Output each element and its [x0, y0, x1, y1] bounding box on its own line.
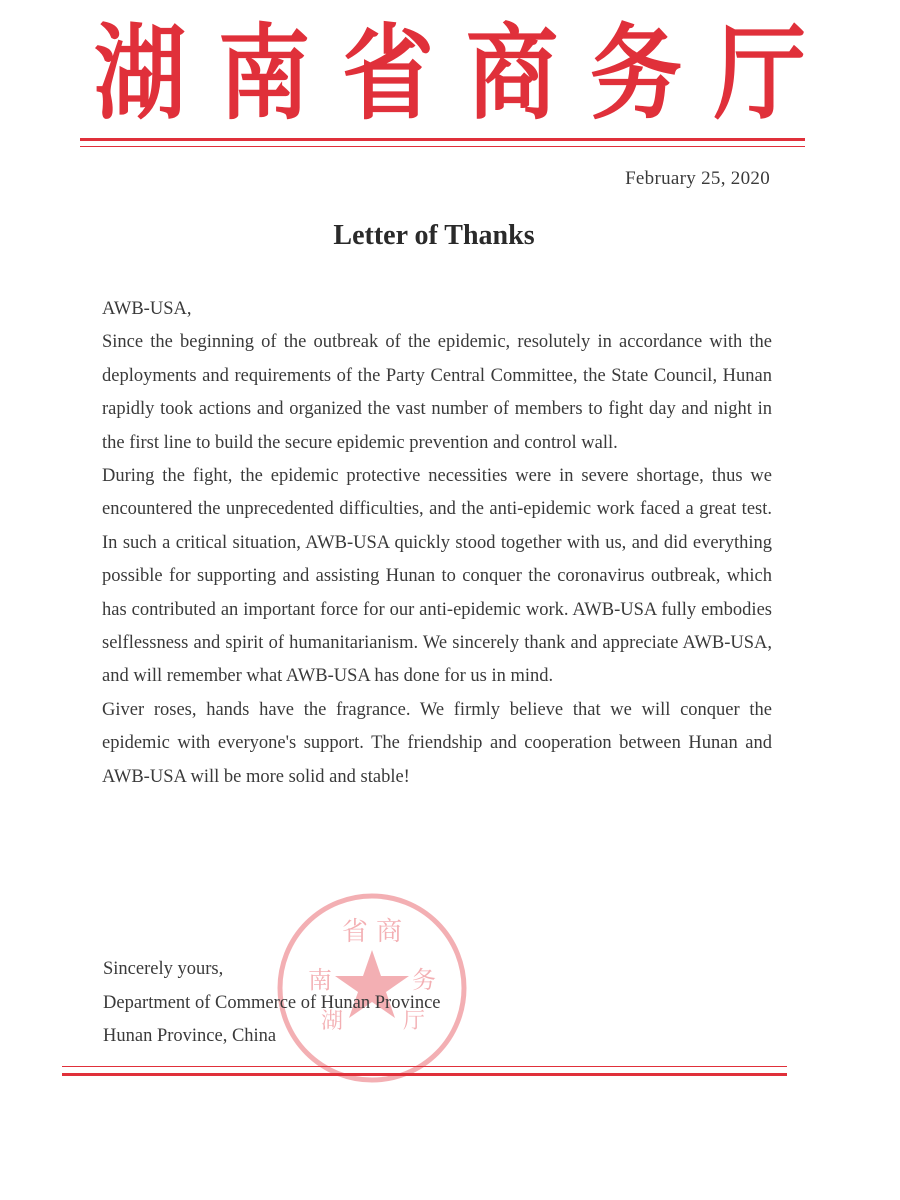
valediction: Sincerely yours,: [103, 959, 224, 979]
signature-organization: Department of Commerce of Hunan Province: [103, 992, 441, 1013]
body-paragraph-2: During the fight, the epidemic protective necessities were in severe shortage, thus we encountered the unprecedented difficulties, and the anti-epidemic work faced a great test. In such a critical situation, AWB-USA quickly stood together with us, and did everything possible for supporting and assisting Hunan to conquer the coronavirus outbreak, which has contributed an important force for our anti-epidemic work. AWB-USA fully embodies selflessness and spirit of humanitarianism. We sincerely thank and appreciate AWB-USA, and will remember what AWB-USA has done for us in mind.: [102, 466, 772, 687]
body-paragraph-3: Giver roses, hands have the fragrance. We firmly believe that we will conquer the epidemic with everyone's support. The friendship and cooperation between Hunan and AWB-USA will be more solid and stable!: [102, 699, 772, 787]
letterhead-char-3: 省: [341, 12, 434, 134]
letterhead-char-1: 湖: [93, 12, 186, 134]
letterhead-char-4: 商: [465, 12, 558, 134]
letterhead-char-5: 务: [589, 12, 682, 134]
seal-text-bottom-right: 厅: [402, 1009, 426, 1034]
seal-text-top: 省 商: [341, 917, 403, 947]
letter-closing: [103, 953, 441, 1054]
letter-body: [102, 293, 772, 794]
letter-date: February 25, 2020: [625, 168, 770, 189]
letterhead-char-2: 南: [217, 12, 310, 134]
footer-rule-thick: [62, 1073, 787, 1076]
signature-location: Hunan Province, China: [103, 1026, 277, 1046]
footer-rule-thin: [62, 1066, 787, 1067]
body-paragraph-1: Since the beginning of the outbreak of the epidemic, resolutely in accordance with the deployments and requirements of the Party Central Committee, the State Council, Hunan rapidly took actions and organized the vast number of members to fight day and night in the first line to build the secure epidemic prevention and control wall.: [102, 332, 772, 453]
letter-title: Letter of Thanks: [333, 220, 535, 251]
letterhead: [90, 12, 810, 134]
header-rule-thick: [80, 138, 805, 141]
seal-text-right: 务: [412, 966, 436, 994]
letterhead-char-6: 厅: [713, 12, 806, 134]
seal-text-bottom-left: 湖: [320, 1009, 344, 1034]
seal-text-left: 南: [308, 966, 332, 994]
salutation: AWB-USA,: [102, 299, 192, 319]
header-rule-thin: [80, 146, 805, 147]
